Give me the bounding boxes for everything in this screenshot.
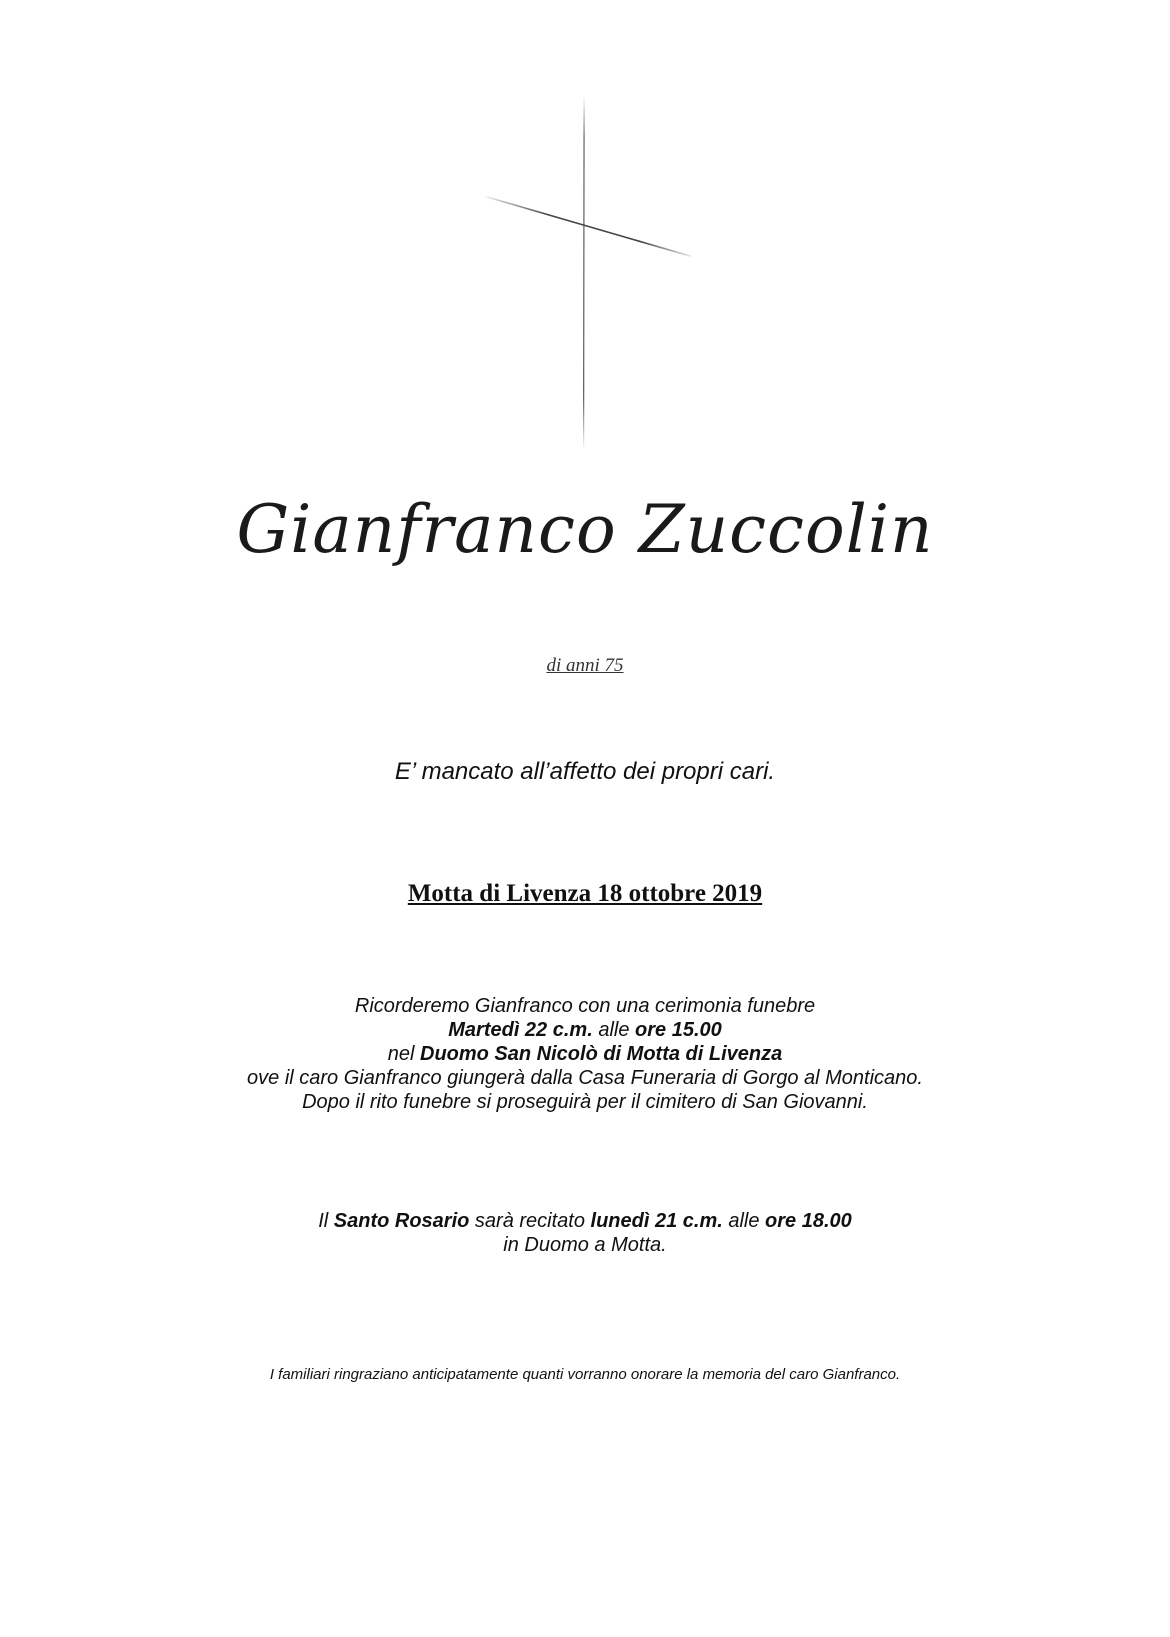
ceremony-line-1: Ricorderemo Gianfranco con una cerimonia funebre <box>354 995 816 1017</box>
deceased-name: Gianfranco Zuccolin <box>236 491 934 568</box>
rosary-event: Santo Rosario <box>333 1210 470 1232</box>
ceremony-line-2 <box>0 1018 1170 1042</box>
ceremony-location-prefix: nel <box>387 1043 420 1065</box>
ceremony-block <box>0 994 1170 1114</box>
rosary-time: ore 18.00 <box>765 1210 852 1232</box>
age-line <box>0 655 1170 677</box>
announcement-text: E’ mancato all’affetto dei propri cari. <box>394 758 776 785</box>
ceremony-line-5: Dopo il rito funebre si proseguirà per il cimitero di San Giovanni. <box>302 1091 868 1113</box>
rosary-prefix: Il <box>318 1210 334 1232</box>
age-text: di anni 75 <box>546 655 624 676</box>
rosary-connector-2: alle <box>722 1210 766 1232</box>
rosary-line-1 <box>0 1209 1170 1233</box>
ceremony-connector: alle <box>592 1019 636 1041</box>
place-date-text: Motta di Livenza 18 ottobre 2019 <box>407 880 763 907</box>
rosary-block <box>0 1209 1170 1257</box>
ceremony-line-4: ove il caro Gianfranco giungerà dalla Casa Funeraria di Gorgo al Monticano. <box>247 1067 923 1089</box>
ceremony-church: Duomo San Nicolò di Motta di Livenza <box>420 1043 783 1065</box>
ceremony-line-3 <box>0 1042 1170 1066</box>
ceremony-day: Martedì 22 c.m. <box>448 1019 593 1041</box>
ceremony-time: ore 15.00 <box>635 1019 722 1041</box>
place-date-line <box>0 880 1170 908</box>
rosary-connector-1: sarà recitato <box>469 1210 591 1232</box>
rosary-line-2: in Duomo a Motta. <box>503 1234 667 1256</box>
thanks-note: I familiari ringraziano anticipatamente quanti vorranno onorare la memoria del caro Gianfranco. <box>269 1366 901 1383</box>
cross-icon <box>0 0 1170 460</box>
rosary-day: lunedì 21 c.m. <box>590 1210 723 1232</box>
